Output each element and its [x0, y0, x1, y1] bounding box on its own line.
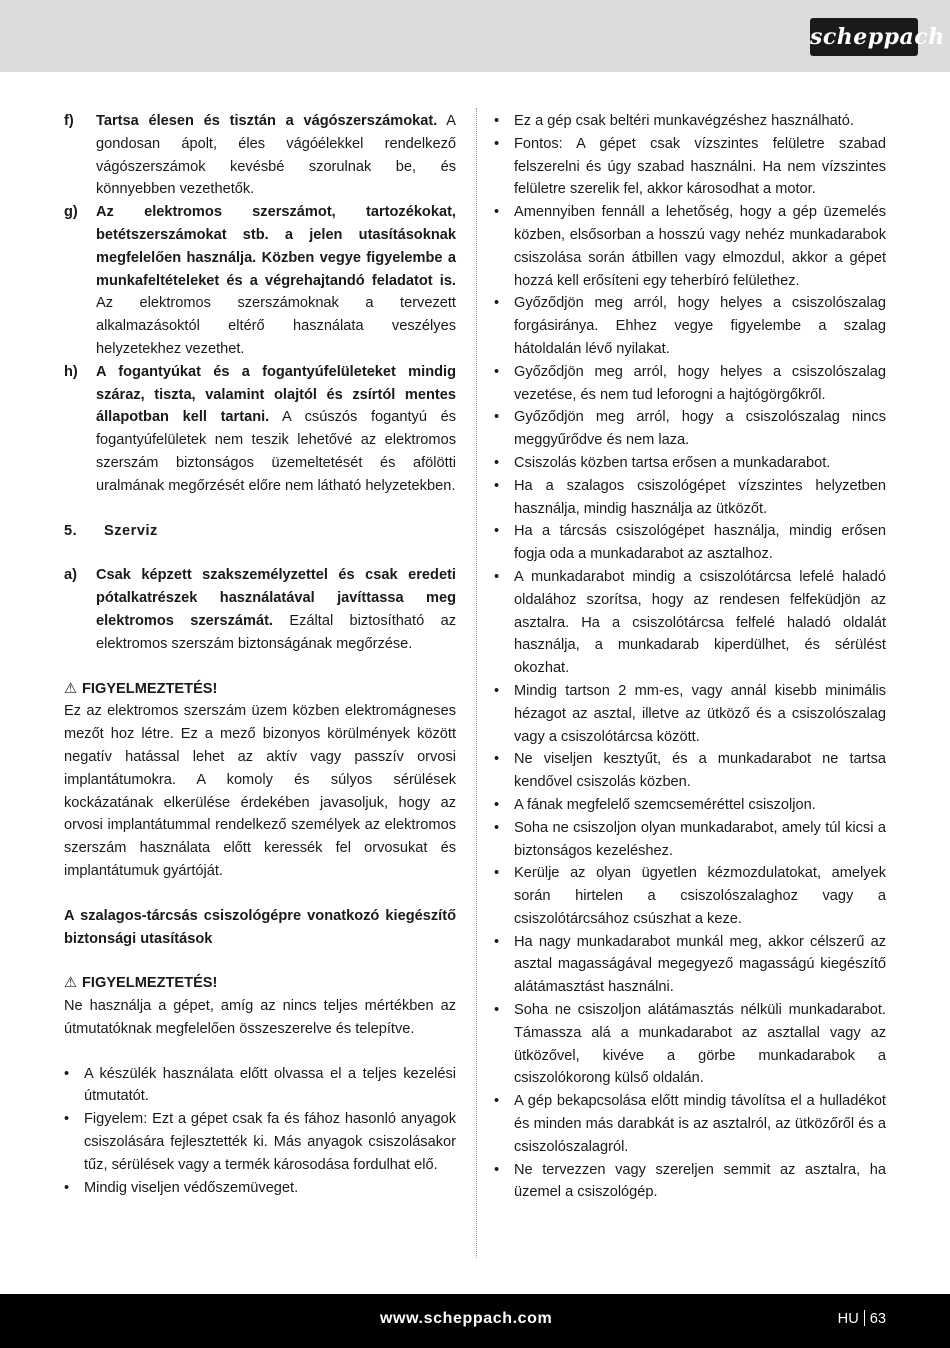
warning-title: FIGYELMEZTETÉS! — [82, 680, 218, 697]
instruction-item-g — [64, 201, 456, 361]
list-item: • Soha ne csiszoljon alátámasztás nélküli munkadarabot. Támassza alá a munkadarabot az asztallal vagy az ütközővel, kivéve a görbe munkadarabok a csiszolókorong külső oldalán. — [494, 1002, 886, 1087]
warning-triangle-icon: ⚠ — [64, 975, 78, 992]
item-text: A gondosan ápolt, éles vágóélekkel rendelkező vágószerszámok kevésbé szorulnak be, és könnyebben vezethetők. — [96, 113, 456, 198]
warning-triangle-icon: ⚠ — [64, 680, 78, 697]
item-text: Ezáltal biztosítható az elektromos szerszám biztonságának megőrzése. — [96, 612, 456, 652]
list-item: • Csiszolás közben tartsa erősen a munkadarabot. — [494, 454, 831, 471]
list-item: • A gép bekapcsolása előtt mindig távolítsa el a hulladékot és minden más darabkát is az asztalról, az ütközőről és a csiszolószalagról. — [494, 1093, 886, 1155]
list-item: • Fontos: A gépet csak vízszintes felületre szabad felszerelni és úgy szabad használni. Ha nem vízszintes felületre szerelik fel, akkor károsodhat a motor. — [494, 135, 886, 198]
list-item: • Ez a gép csak beltéri munkavégzéshez használható. — [494, 113, 854, 129]
warning-text: Ne használja a gépet, amíg az nincs teljes mértékben az útmutatóknak megfelelően összeszerelve és telepítve. — [64, 998, 456, 1037]
warning-title: FIGYELMEZTETÉS! — [82, 975, 218, 992]
item-text: Az elektromos szerszámoknak a tervezett alkalmazásoktól eltérő használata veszélyes helyzetekhez vezethet. — [96, 295, 456, 357]
list-item: • Ha nagy munkadarabot munkál meg, akkor célszerű az asztal magasságával megegyező magasságú kiegészítő alátámasztást használni. — [494, 933, 886, 996]
brand-logo: scheppach — [810, 18, 918, 56]
page-number: 63 — [869, 1311, 886, 1327]
list-item: • Győződjön meg arról, hogy a csiszolószalag nincs meggyűrődve és nem laza. — [494, 409, 886, 449]
column-divider — [476, 108, 478, 1258]
list-item: • Győződjön meg arról, hogy helyes a csiszolószalag forgásiránya. Ehhez vegye figyelembe a szalag hátoldalán lévő nyilakat. — [494, 295, 886, 357]
warning-text: Ez az elektromos szerszám üzem közben elektromágneses mezőt hoz létre. Ez a mező bizonyos körülmények között negatív hatással lehet az aktív vagy passzív orvosi implantátumokra. A komoly és súlyos sérülések kockázatának elkerülése érdekében javasoljuk, hogy az orvosi implantátummal rendelkező személyek az elektromos szerszám használata előtt keressék fel orvosukat és implantátumuk gyártóját. — [64, 703, 456, 879]
list-item: • Ha a szalagos csiszológépet vízszintes helyzetben használja, mindig használja az ütközőt. — [494, 477, 886, 517]
list-item: • Mindig viseljen védőszemüveget. — [64, 1179, 299, 1196]
right-column — [494, 110, 886, 1204]
list-item: • Ne tervezzen vagy szereljen semmit az asztalra, ha üzemel a csiszológép. — [494, 1161, 886, 1201]
list-item: • Figyelem: Ezt a gépet csak fa és fához hasonló anyagok csiszolására fejlesztették ki. Más anyagok csiszolásakor tűz, sérülések vagy a termék károsodása fordulhat elő. — [64, 1111, 456, 1173]
warning-block — [64, 972, 456, 1040]
item-label: g) — [64, 204, 78, 221]
item-text: A csúszós fogantyú és fogantyúfelületek nem teszik lehetővé az elektromos szerszám biztonságos üzemeltetését és afölötti uralmának megőrzését előre nem látható helyzetekben. — [96, 409, 456, 494]
list-item: • Ha a tárcsás csiszológépet használja, mindig erősen fogja oda a munkadarabot az asztalhoz. — [494, 523, 886, 563]
warning-block — [64, 678, 456, 883]
item-bold-text: A fogantyúkat és a fogantyúfelületeket mindig száraz, tiszta, valamint olajtól és zsírtól mentes állapotban kell tartani. — [96, 363, 456, 426]
list-item: • A munkadarabot mindig a csiszolótárcsa lefelé haladó oldalához szorítsa, hogy az rendesen felfeküdjön az asztalra. Ha a csiszolótárcsa felfelé haladó oldalát használja, a munkadarab kiperdülhet, és sérülést okozhat. — [494, 568, 886, 677]
item-label: f) — [64, 113, 74, 129]
website-link[interactable]: www.scheppach.com — [380, 1310, 553, 1327]
list-item: • A készülék használata előtt olvassa el a teljes kezelési útmutatót. — [64, 1065, 456, 1105]
page-indicator — [838, 1308, 886, 1331]
list-item: • Mindig tartson 2 mm-es, vagy annál kisebb minimális hézagot az asztal, illetve az ütköző és a csiszolószalag vagy a csiszolótárcsa között. — [494, 682, 886, 745]
instruction-item-f — [64, 110, 456, 201]
left-column — [64, 110, 456, 1199]
list-item: • Győződjön meg arról, hogy helyes a csiszolószalag vezetése, és nem tud leforogni a hajtógörgőkről. — [494, 363, 886, 403]
page-footer — [0, 1294, 950, 1348]
list-item: • A fának megfelelő szemcseméréttel csiszoljon. — [494, 796, 816, 813]
item-bold-text: Az elektromos szerszámot, tartozékokat, betétszerszámokat stb. a jelen utasításoknak megfelelően használja. Közben vegye figyelembe a munkafeltételeket és a végrehajtandó feladatot is. — [96, 204, 456, 289]
item-label: h) — [64, 363, 78, 380]
list-item: • Soha ne csiszoljon olyan munkadarabot, amely túl kicsi a biztonságos kezeléshez. — [494, 819, 886, 859]
list-item: • Ne viseljen kesztyűt, és a munkadarabot ne tartsa kendővel csiszolás közben. — [494, 751, 886, 791]
bullet-list-left — [64, 1063, 456, 1200]
header-band — [0, 0, 950, 72]
list-item: • Kerülje az olyan ügyetlen kézmozdulatokat, amelyek során hirtelen a csiszolószalaghoz vagy a csiszolótárcsához csúszhat a keze. — [494, 865, 886, 927]
instruction-item-h — [64, 361, 456, 498]
bullet-list-right — [494, 110, 886, 1204]
section-heading-service — [64, 520, 456, 543]
item-label: a) — [64, 567, 77, 584]
section-number: 5. — [64, 522, 78, 539]
item-bold-text: Csak képzett szakszemélyzettel és csak eredeti pótalkatrészek használatával javíttassa meg elektromos szerszámát. — [96, 567, 456, 629]
section-title: Szerviz — [104, 522, 158, 539]
item-bold-text: Tartsa élesen és tisztán a vágószerszámokat. — [96, 113, 438, 129]
list-item: • Amennyiben fennáll a lehetőség, hogy a gép üzemelés közben, elsősorban a hosszú vagy nehéz munkadarabok csiszolása során átbillen vagy elmozdul, akkor a gépet hozzá kell erősíteni egy teherbíró felülethez. — [494, 204, 886, 289]
language-code: HU — [837, 1311, 859, 1327]
instruction-item-a — [64, 564, 456, 655]
section-heading: A szalagos-tárcsás csiszológépre vonatkozó kiegészítő biztonsági utasítások — [64, 907, 456, 947]
